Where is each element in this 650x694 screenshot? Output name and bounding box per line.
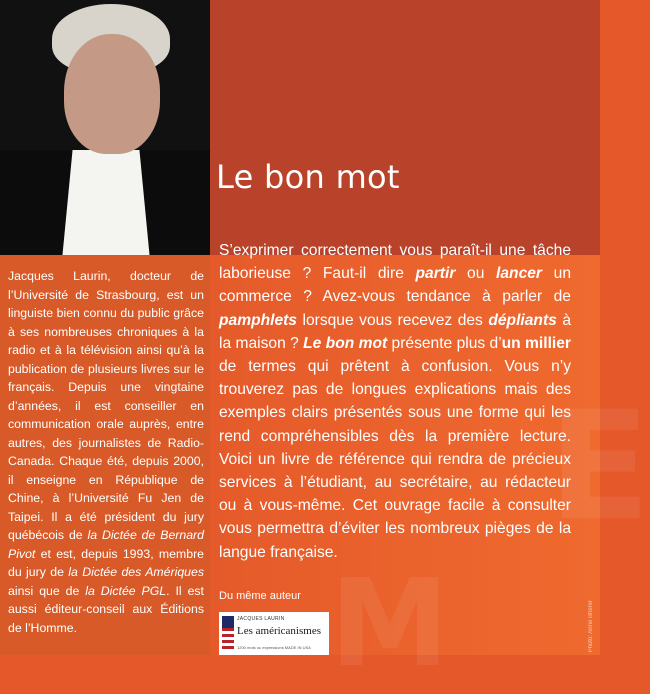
author-photo (0, 0, 210, 255)
decorative-letter: M (330, 555, 450, 694)
title-block (210, 0, 600, 255)
book-description: S’exprimer correctement vous paraît-il une tâche laborieuse ? Faut-il dire partir ou lancer un commerce ? Avez-vous tendance à parler de pamphlets lorsque vous recevez des dépliants à la maison ? Le bon mot présente plus d’un millier de termes qui prêtent à confusion. Vous n’y trouverez pas de longues explications mais des exemples clairs présentés sous une forme qui les rend compréhensibles dès la première lecture. Voici un livre de référence qui rendra de précieux services à l’étudiant, au secrétaire, au rédacteur ou à vous-même. Cet ouvrage facile à consulter vous permettra d’éviter les nombreux pièges de la langue française. (219, 242, 571, 561)
other-book-subtitle: 1200 mots ou expressions MADE IN USA (237, 645, 311, 650)
decorative-letter: E (548, 380, 650, 554)
author-bio: Jacques Laurin, docteur de l’Université de Strasbourg, est un linguiste bien connu du public grâce à ses nombreuses chroniques à la radio et à la télévision ainsi qu’à la publication de plusieurs livres sur le français. Depuis une vingtaine d’années, il est conseiller en communication orale auprès, entre autres, des journalistes de Radio-Canada. Chaque été, depuis 2000, il enseigne en République de Chine, à l’Université Fu Jen de Taipei. Il a été président du jury québécois de la Dictée de Bernard Pivot et est, depuis 1993, membre du jury de la Dictée des Amériques ainsi que de la Dictée PGL. Il est aussi éditeur-conseil aux Éditions de l’Homme. (8, 269, 204, 635)
other-book-cover (219, 612, 329, 655)
other-book-author: JACQUES LAURIN (237, 616, 285, 622)
photo-credit: Photo: Anne Bherer (588, 600, 594, 653)
book-title: Le bon mot (216, 158, 400, 196)
other-book-title: Les américanismes (237, 625, 321, 637)
author-face (64, 34, 160, 154)
other-works-label: Du même auteur (219, 590, 301, 602)
us-flag-icon (222, 616, 234, 652)
